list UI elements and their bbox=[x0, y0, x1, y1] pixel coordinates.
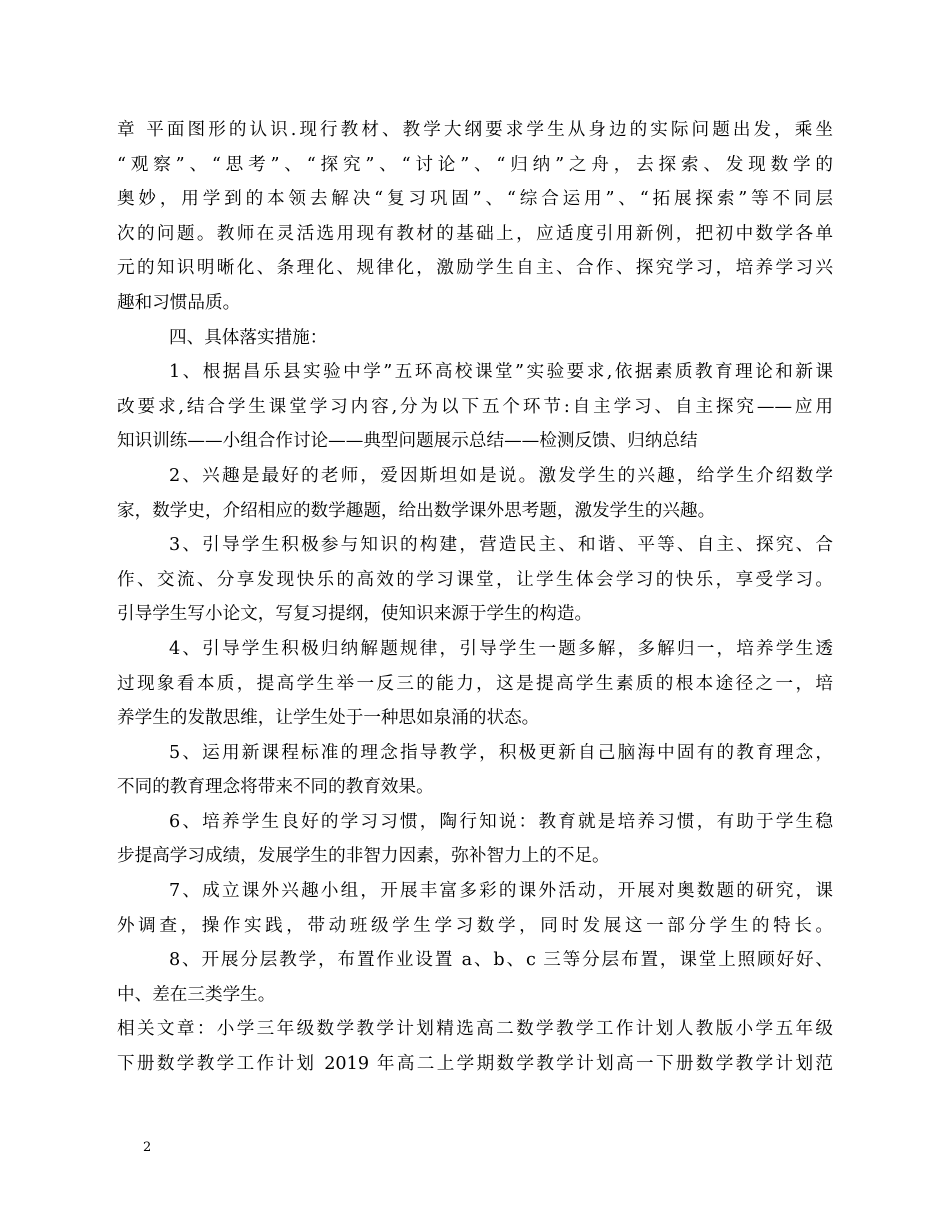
text-line: 过现象看本质，提高学生举一反三的能力，这是提高学生素质的根本途径之一，培 bbox=[117, 673, 833, 694]
related-articles-line: 相关文章：小学三年级数学教学计划精选高二数学教学工作计划人教版小学五年级 bbox=[117, 1019, 833, 1040]
section-heading: 四、具体落实措施： bbox=[169, 327, 328, 348]
text-line: 2、兴趣是最好的老师，爱因斯坦如是说。激发学生的兴趣，给学生介绍数学 bbox=[169, 465, 833, 486]
text-line: 次的问题。教师在灵活选用现有教材的基础上，应适度引用新例，把初中数学各单 bbox=[117, 223, 833, 244]
text-line: 步提高学习成绩，发展学生的非智力因素，弥补智力上的不足。 bbox=[117, 846, 610, 867]
text-line: 趣和习惯品质。 bbox=[117, 292, 241, 313]
text-line: 养学生的发散思维，让学生处于一种思如泉涌的状态。 bbox=[117, 708, 540, 729]
text-line: 引导学生写小论文，写复习提纲，使知识来源于学生的构造。 bbox=[117, 604, 593, 625]
text-line: 奥妙，用学到的本领去解决“复习巩固”、“综合运用”、“拓展探索”等不同层 bbox=[117, 189, 833, 210]
text-line: 外调查，操作实践，带动班级学生学习数学，同时发展这一部分学生的特长。 bbox=[117, 915, 833, 936]
text-line: 3、引导学生积极参与知识的构建，营造民主、和谐、平等、自主、探究、合 bbox=[169, 535, 833, 556]
text-line: 中、差在三类学生。 bbox=[117, 984, 276, 1005]
text-line: 7、成立课外兴趣小组，开展丰富多彩的课外活动，开展对奥数题的研究，课 bbox=[169, 881, 833, 902]
text-line: 章 平面图形的认识.现行教材、教学大纲要求学生从身边的实际问题出发，乘坐 bbox=[117, 120, 833, 140]
text-line: “观察”、“思考”、“探究”、“讨论”、“归纳”之舟，去探索、发现数学的 bbox=[117, 154, 833, 175]
text-line: 不同的教育理念将带来不同的教育效果。 bbox=[117, 777, 434, 798]
text-line: 5、运用新课程标准的理念指导教学，积极更新自己脑海中固有的教育理念， bbox=[169, 742, 833, 763]
text-line: 家，数学史，介绍相应的数学趣题，给出数学课外思考题，激发学生的兴趣。 bbox=[117, 500, 716, 521]
text-line: 6、培养学生良好的学习习惯，陶行知说：教育就是培养习惯，有助于学生稳 bbox=[169, 811, 833, 832]
page-number: 2 bbox=[143, 1140, 152, 1155]
text-line: 4、引导学生积极归纳解题规律，引导学生一题多解，多解归一，培养学生透 bbox=[169, 638, 833, 659]
text-line: 8、开展分层教学，布置作业设置 a、b、c 三等分层布置，课堂上照顾好好、 bbox=[169, 950, 833, 971]
text-line: 1、根据昌乐县实验中学”五环高校课堂”实验要求,依据素质教育理论和新课 bbox=[169, 362, 833, 383]
text-line: 元的知识明晰化、条理化、规律化，激励学生自主、合作、探究学习，培养学习兴 bbox=[117, 258, 833, 279]
text-line: 知识训练——小组合作讨论——典型问题展示总结——检测反馈、归纳总结 bbox=[117, 431, 698, 452]
related-articles-line: 下册数学教学工作计划 2019 年高二上学期数学教学计划高一下册数学教学计划范 bbox=[117, 1054, 833, 1075]
text-line: 改要求,结合学生课堂学习内容,分为以下五个环节:自主学习、自主探究——应用 bbox=[117, 396, 833, 417]
text-line: 作、交流、分享发现快乐的高效的学习课堂，让学生体会学习的快乐，享受学习。 bbox=[117, 569, 833, 590]
document-body bbox=[117, 113, 833, 1082]
